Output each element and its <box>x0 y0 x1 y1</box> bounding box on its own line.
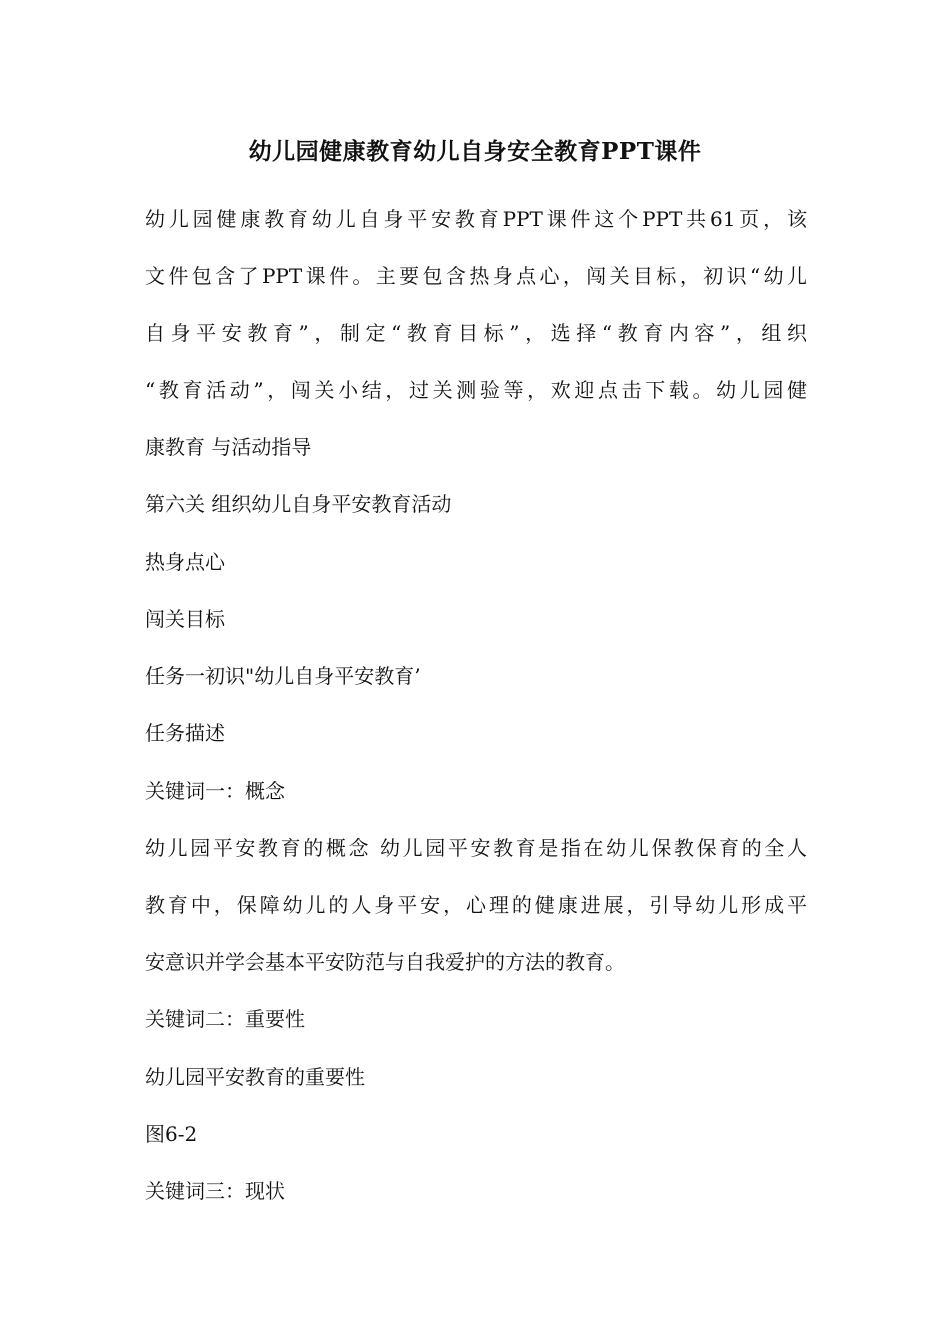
concept-line: 安意识并学会基本平安防范与自我爱护的方法的教育。 <box>145 950 625 974</box>
intro-line: 幼儿园健康教育幼儿自身平安教育PPT课件这个PPT共61页，该 <box>145 207 807 231</box>
figure-caption: 图6-2 <box>145 1122 198 1146</box>
task1-line: 任务一初识"幼儿自身平安教育’ <box>145 664 421 688</box>
intro-line: 自身平安教育”，制定“教育目标”，选择“教育内容”，组织 <box>145 321 807 345</box>
concept-line: 幼儿园平安教育的概念 幼儿园平安教育是指在幼儿保教保育的全人 <box>145 836 807 860</box>
chapter-heading: 第六关 组织幼儿自身平安教育活动 <box>145 492 452 516</box>
goal-line: 闯关目标 <box>145 607 225 631</box>
intro-line: 文件包含了PPT课件。主要包含热身点心，闯关目标，初识“幼儿 <box>145 264 807 288</box>
intro-line: “教育活动”，闯关小结，过关测验等，欢迎点击下载。幼儿园健 <box>145 378 807 402</box>
warmup-line: 热身点心 <box>145 550 225 574</box>
document-title: 幼儿园健康教育幼儿自身安全教育PPT课件 <box>248 138 702 165</box>
concept-line: 教育中，保障幼儿的人身平安，心理的健康进展，引导幼儿形成平 <box>145 893 807 917</box>
intro-line: 康教育 与活动指导 <box>145 435 312 459</box>
keyword2-line: 关键词二：重要性 <box>145 1007 305 1031</box>
importance-line: 幼儿园平安教育的重要性 <box>145 1065 365 1089</box>
keyword1-line: 关键词一：概念 <box>145 779 285 803</box>
task-description-line: 任务描述 <box>145 721 225 745</box>
intro-paragraph <box>145 191 807 476</box>
keyword3-line: 关键词三：现状 <box>145 1179 285 1203</box>
concept-paragraph <box>145 820 807 991</box>
